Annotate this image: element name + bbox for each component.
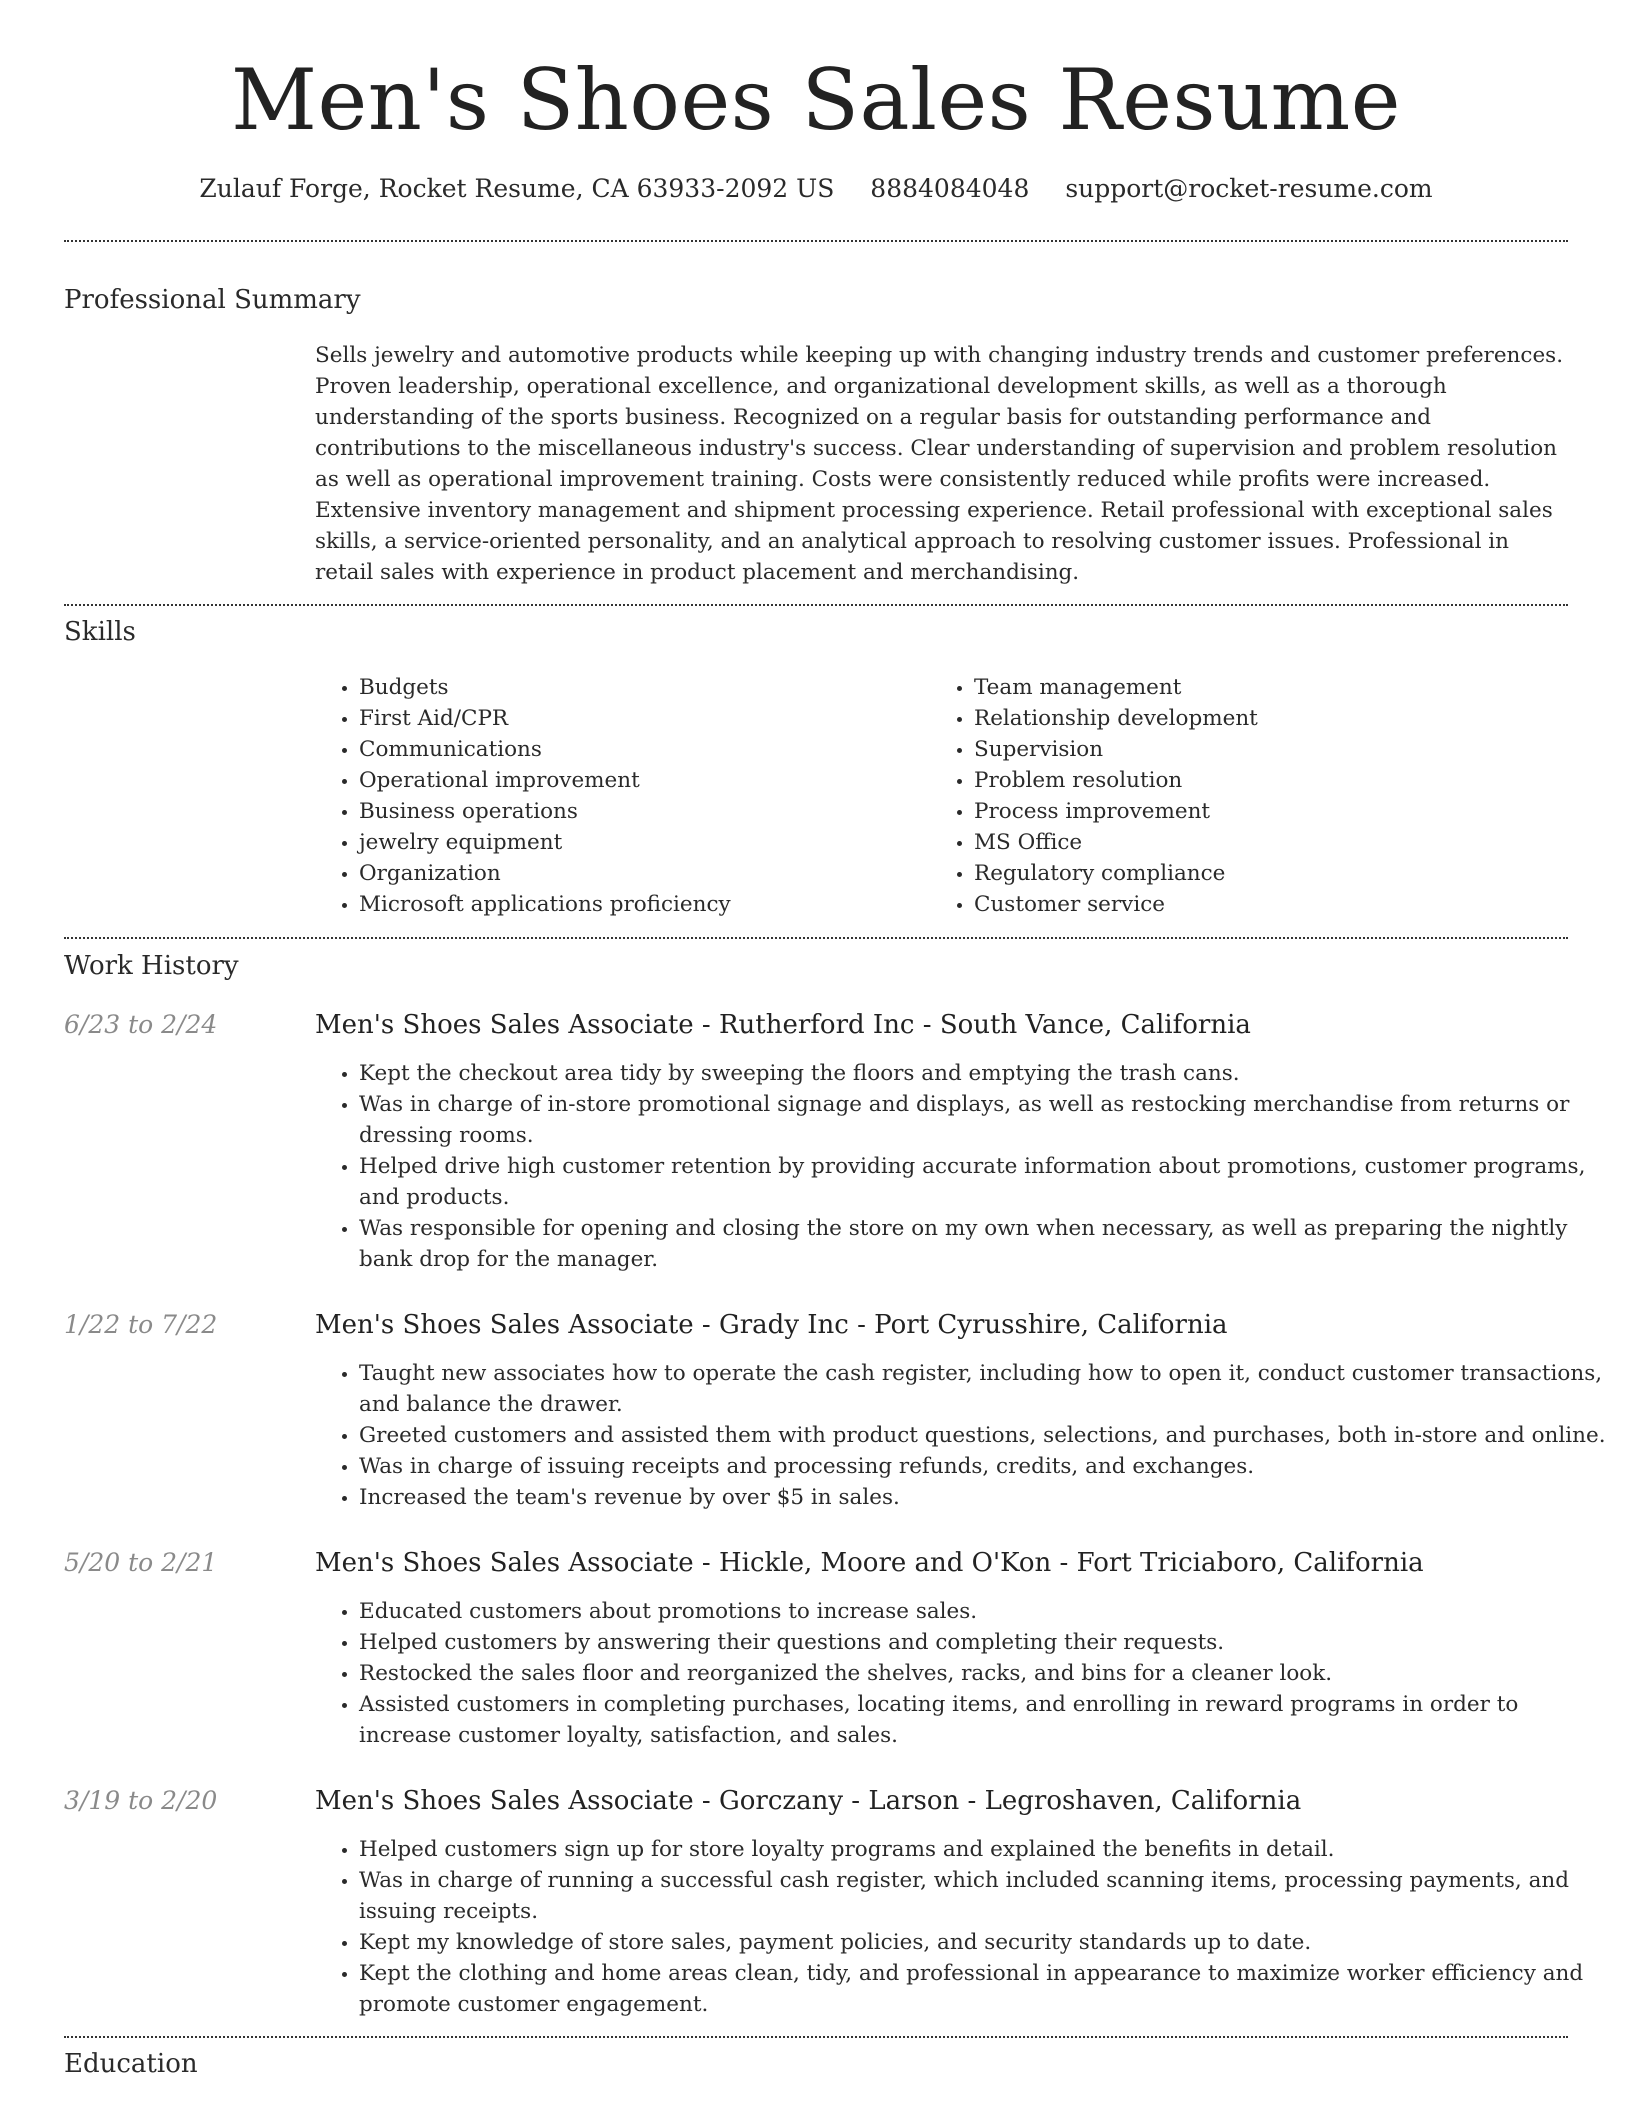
job-bullet: • Helped customers sign up for store loyalty programs and explained the benefits in detail. [359,1834,1609,1865]
skill-item: • First Aid/CPR [359,703,919,734]
skill-item: • Team management [974,672,1574,703]
job-title: Men's Shoes Sales Associate - Rutherford Inc - South Vance, California [315,1010,1251,1040]
skill-item: • Supervision [974,734,1574,765]
skill-item: • Regulatory compliance [974,858,1574,889]
skill-item: • Microsoft applications proficiency [359,889,919,920]
job-title: Men's Shoes Sales Associate - Hickle, Moore and O'Kon - Fort Triciaboro, California [315,1548,1424,1578]
skill-item: • Business operations [359,796,919,827]
job-bullet: • Educated customers about promotions to increase sales. [359,1596,1609,1627]
contact-address: Zulauf Forge, Rocket Resume, CA 63933-2092 US [199,174,835,203]
contact-phone: 8884084048 [870,174,1030,203]
skill-item: • Operational improvement [359,765,919,796]
job-bullet: • Restocked the sales floor and reorganized the shelves, racks, and bins for a cleaner look. [359,1658,1609,1689]
job-bullet: • Was in charge of running a successful cash register, which included scanning items, processing payments, and issuing receipts. [359,1865,1609,1927]
skills-list-left [315,672,919,920]
job-bullet: • Taught new associates how to operate the cash register, including how to open it, conduct customer transactions, and balance the drawer. [359,1358,1609,1420]
skill-item: • Relationship development [974,703,1574,734]
section-divider [64,240,1568,242]
job-bullet: • Helped customers by answering their questions and completing their requests. [359,1627,1609,1658]
job-dates: 6/23 to 2/24 [64,1010,218,1039]
job-bullet: • Greeted customers and assisted them with product questions, selections, and purchases, both in-store and online. [359,1420,1609,1451]
skill-item: • jewelry equipment [359,827,919,858]
job-bullet: • Kept the clothing and home areas clean, tidy, and professional in appearance to maximize worker efficiency and promote customer engagement. [359,1958,1609,2020]
job-bullet: • Helped drive high customer retention by providing accurate information about promotions, customer programs, and products. [359,1151,1609,1213]
job-bullet: • Kept the checkout area tidy by sweeping the floors and emptying the trash cans. [359,1058,1609,1089]
section-divider [64,2036,1568,2038]
job-bullet: • Was in charge of issuing receipts and processing refunds, credits, and exchanges. [359,1451,1609,1482]
job-bullets [315,1834,1609,2020]
resume-title: Men's Shoes Sales Resume [231,51,1401,149]
skill-item: • MS Office [974,827,1574,858]
job-bullet: • Assisted customers in completing purchases, locating items, and enrolling in reward programs in order to increase customer loyalty, satisfaction, and sales. [359,1689,1609,1751]
job-bullets [315,1596,1609,1751]
skill-item: • Budgets [359,672,919,703]
skill-item: • Problem resolution [974,765,1574,796]
job-bullet: • Kept my knowledge of store sales, payment policies, and security standards up to date. [359,1927,1609,1958]
summary-heading: Professional Summary [64,285,361,315]
job-bullet: • Was in charge of in-store promotional signage and displays, as well as restocking merchandise from returns or dressing rooms. [359,1089,1609,1151]
job-dates: 5/20 to 2/21 [64,1548,218,1577]
work-heading: Work History [64,951,239,981]
skill-item: • Communications [359,734,919,765]
education-heading: Education [64,2049,198,2079]
contact-line [0,170,1632,208]
job-dates: 3/19 to 2/20 [64,1786,218,1815]
section-divider [64,604,1568,606]
job-bullets [315,1058,1609,1275]
section-divider [64,937,1568,939]
job-bullet: • Was responsible for opening and closing the store on my own when necessary, as well as preparing the nightly bank drop for the manager. [359,1213,1609,1275]
skills-heading: Skills [64,617,136,647]
summary-text: Sells jewelry and automotive products while keeping up with changing industry trends and customer preferences. Proven leadership, operational excellence, and organizational development skills, as well as a thorough understanding of the sports business. Recognized on a regular basis for outstanding performance and contributions to the miscellaneous industry's success. Clear understanding of supervision and problem resolution as well as operational improvement training. Costs were consistently reduced while profits were increased. Extensive inventory management and shipment processing experience. Retail professional with exceptional sales skills, a service-oriented personality, and an analytical approach to resolving customer issues. Professional in retail sales with experience in product placement and merchandising. [315,343,1564,585]
job-title: Men's Shoes Sales Associate - Gorczany - Larson - Legroshaven, California [315,1786,1302,1816]
skills-list-right [930,672,1574,920]
job-bullet: • Increased the team's revenue by over $5 in sales. [359,1482,1609,1513]
contact-email: support@rocket-resume.com [1065,174,1433,203]
skill-item: • Process improvement [974,796,1574,827]
skill-item: • Customer service [974,889,1574,920]
job-dates: 1/22 to 7/22 [64,1310,218,1339]
job-bullets [315,1358,1609,1513]
job-title: Men's Shoes Sales Associate - Grady Inc - Port Cyrusshire, California [315,1310,1228,1340]
skill-item: • Organization [359,858,919,889]
